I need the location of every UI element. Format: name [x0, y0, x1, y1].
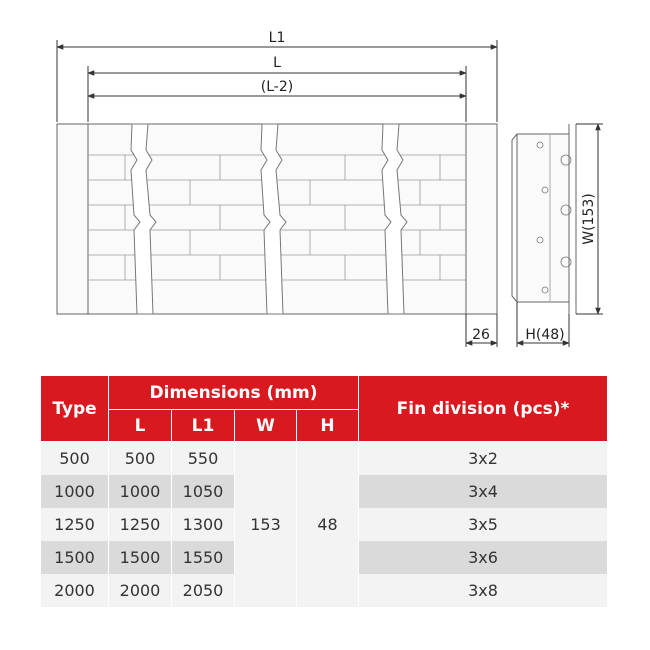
cell-fins: 3x5 [359, 508, 608, 541]
cell-L: 1500 [109, 541, 172, 574]
cell-L: 500 [109, 442, 172, 476]
table-row [41, 442, 608, 476]
dimension-26-label: 26 [472, 327, 490, 343]
cell-L1: 1050 [172, 475, 235, 508]
heater-side-view [512, 124, 576, 314]
cell-L1: 550 [172, 442, 235, 476]
header-L: L [109, 410, 172, 442]
dimension-L1-label: L1 [268, 30, 286, 46]
dimension-L-2-label: (L-2) [260, 79, 294, 95]
dimensions-table [40, 375, 608, 607]
header-type: Type [41, 376, 109, 442]
cell-fins: 3x4 [359, 475, 608, 508]
cell-fins: 3x8 [359, 574, 608, 607]
cell-type: 1250 [41, 508, 109, 541]
header-W: W [235, 410, 297, 442]
header-L1: L1 [172, 410, 235, 442]
cell-type: 2000 [41, 574, 109, 607]
cell-type: 1500 [41, 541, 109, 574]
dimension-L-label: L [273, 55, 281, 71]
dimension-W-label: W(153) [581, 193, 597, 245]
cell-L: 1250 [109, 508, 172, 541]
cell-fins: 3x2 [359, 442, 608, 476]
cell-L1: 1300 [172, 508, 235, 541]
cell-L: 1000 [109, 475, 172, 508]
cell-type: 1000 [41, 475, 109, 508]
header-fin-division: Fin division (pcs)* [359, 376, 608, 442]
cell-L1: 1550 [172, 541, 235, 574]
dimension-H-label: H(48) [525, 327, 565, 343]
cell-H: 48 [297, 442, 359, 608]
cell-fins: 3x6 [359, 541, 608, 574]
cell-type: 500 [41, 442, 109, 476]
cell-L: 2000 [109, 574, 172, 607]
heater-front-view [57, 124, 497, 314]
header-dimensions: Dimensions (mm) [109, 376, 359, 410]
cell-W: 153 [235, 442, 297, 608]
cell-L1: 2050 [172, 574, 235, 607]
header-H: H [297, 410, 359, 442]
